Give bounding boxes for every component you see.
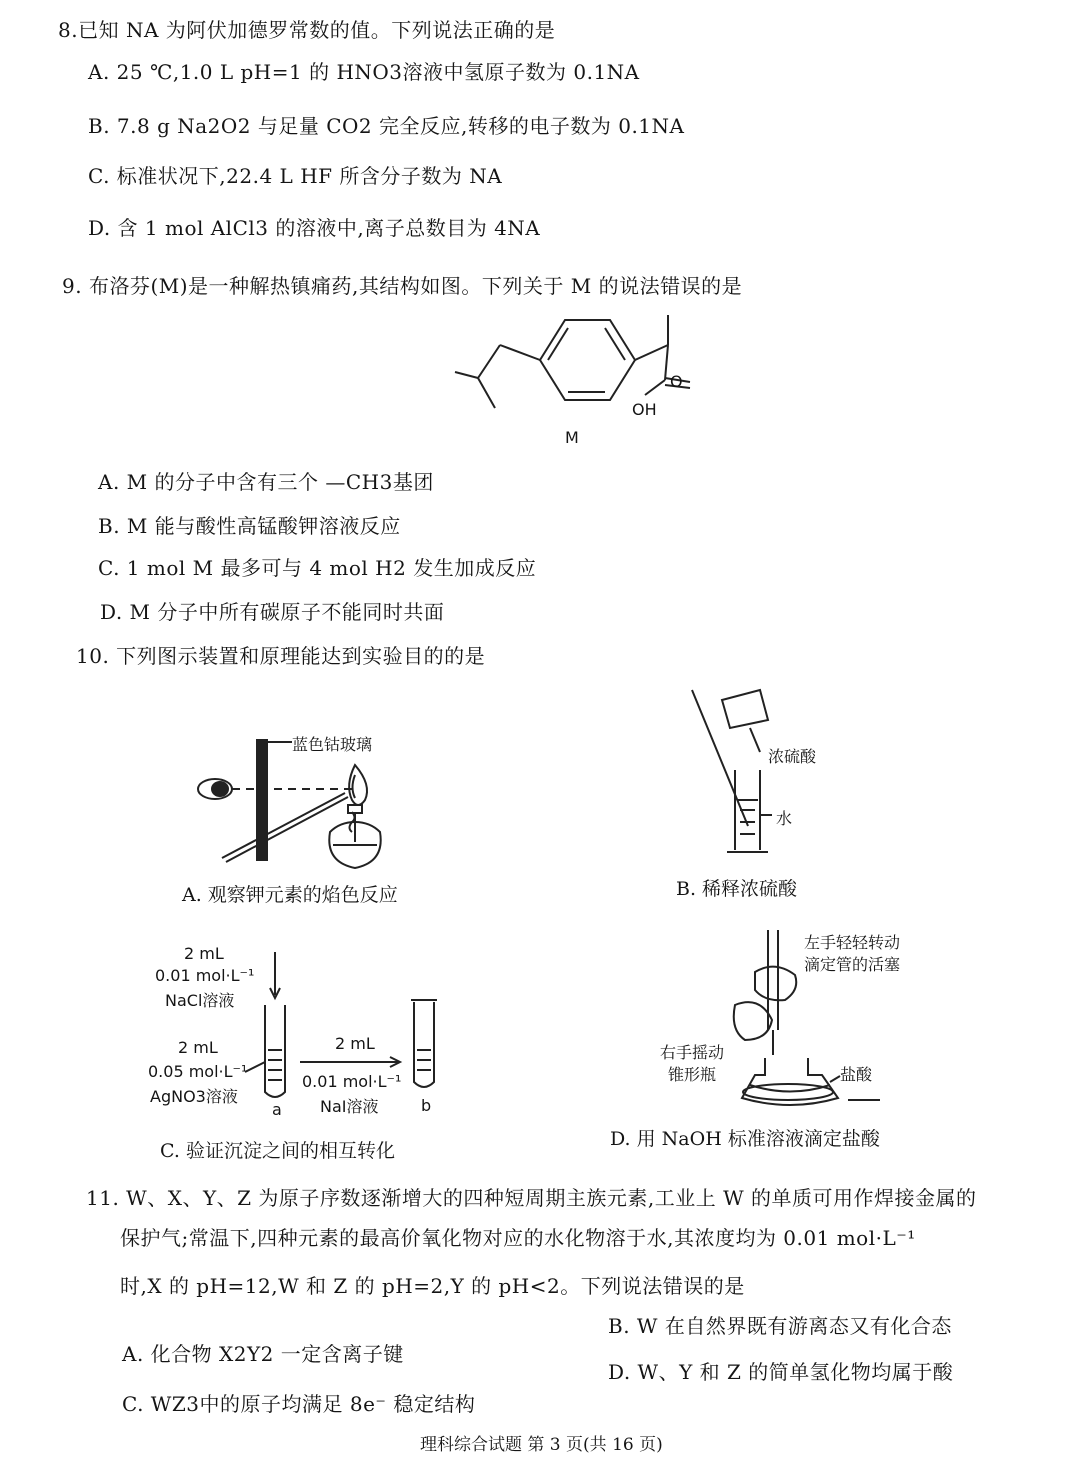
fig-c-tube-b: b <box>421 1096 432 1115</box>
fig-d-right-hand-line1: 右手摇动 <box>660 1043 725 1062</box>
fig-c-agno3-conc: 0.05 mol·L⁻¹ <box>148 1062 248 1081</box>
q9-option-a: A. M 的分子中含有三个 —CH3基团 <box>98 470 434 494</box>
q9-option-d: D. M 分子中所有碳原子不能同时共面 <box>100 600 445 624</box>
fig-d-left-hand-line2: 滴定管的活塞 <box>804 955 901 974</box>
fig-c-agno3-volume: 2 mL <box>178 1038 218 1057</box>
structure-m-label: M <box>565 428 579 447</box>
fig-b-water-label: 水 <box>776 809 793 828</box>
fig-c-nacl-volume: 2 mL <box>184 944 224 963</box>
q8-option-b: B. 7.8 g Na2O2 与足量 CO2 完全反应,转移的电子数为 0.1NA <box>88 114 685 138</box>
q11-option-b: B. W 在自然界既有游离态又有化合态 <box>608 1314 952 1338</box>
fig-a-glass-label: 蓝色钴玻璃 <box>292 735 373 754</box>
q8-option-c: C. 标准状况下,22.4 L HF 所含分子数为 NA <box>88 164 503 188</box>
fig-c-nai-conc: 0.01 mol·L⁻¹ <box>302 1072 402 1091</box>
q8-option-d: D. 含 1 mol AlCl3 的溶液中,离子总数目为 4NA <box>88 216 541 240</box>
fig-c-nacl-conc: 0.01 mol·L⁻¹ <box>155 966 255 985</box>
q8-option-a: A. 25 ℃,1.0 L pH=1 的 HNO3溶液中氢原子数为 0.1NA <box>88 60 640 84</box>
q11-option-c: C. WZ3中的原子均满足 8e⁻ 稳定结构 <box>122 1392 476 1416</box>
fig-c-tube-a: a <box>272 1100 282 1119</box>
fig-c-nai-name: NaI溶液 <box>320 1097 379 1116</box>
q11-option-a: A. 化合物 X2Y2 一定含离子键 <box>122 1342 404 1366</box>
fig-c-agno3-name: AgNO3溶液 <box>150 1087 238 1106</box>
fig-d-left-hand-line1: 左手轻轻转动 <box>804 933 901 952</box>
q11-stem-line1: 11. W、X、Y、Z 为原子序数逐渐增大的四种短周期主族元素,工业上 W 的单质可用作焊接金属的 <box>86 1186 977 1210</box>
fig-b-acid-label: 浓硫酸 <box>768 747 817 766</box>
q10-stem: 10. 下列图示装置和原理能达到实验目的的是 <box>76 644 486 668</box>
page-footer: 理科综合试题 第 3 页(共 16 页) <box>420 1435 663 1455</box>
fig-c-nacl-name: NaCl溶液 <box>165 991 235 1010</box>
fig-d-acid-label: 盐酸 <box>840 1065 873 1084</box>
q9-option-b: B. M 能与酸性高锰酸钾溶液反应 <box>98 514 401 538</box>
q11-stem-line3: 时,X 的 pH=12,W 和 Z 的 pH=2,Y 的 pH<2。下列说法错误的是 <box>120 1274 745 1298</box>
q8-stem: 8.已知 NA 为阿伏加德罗常数的值。下列说法正确的是 <box>58 18 556 42</box>
fig-a-caption: A. 观察钾元素的焰色反应 <box>182 884 398 906</box>
fig-d-caption: D. 用 NaOH 标准溶液滴定盐酸 <box>610 1128 880 1150</box>
fig-c-caption: C. 验证沉淀之间的相互转化 <box>160 1140 395 1162</box>
q11-option-d: D. W、Y 和 Z 的简单氢化物均属于酸 <box>608 1360 954 1384</box>
fig-d-right-hand-line2: 锥形瓶 <box>668 1065 717 1084</box>
structure-o-label: O <box>670 372 683 391</box>
fig-b-caption: B. 稀释浓硫酸 <box>676 878 798 900</box>
fig-c-nai-volume: 2 mL <box>335 1034 375 1053</box>
q9-stem: 9. 布洛芬(M)是一种解热镇痛药,其结构如图。下列关于 M 的说法错误的是 <box>62 274 743 298</box>
structure-oh-label: OH <box>632 400 657 419</box>
q9-option-c: C. 1 mol M 最多可与 4 mol H2 发生加成反应 <box>98 556 537 580</box>
q11-stem-line2: 保护气;常温下,四种元素的最高价氧化物对应的水化物溶于水,其浓度均为 0.01 mol·L⁻¹ <box>120 1226 916 1250</box>
